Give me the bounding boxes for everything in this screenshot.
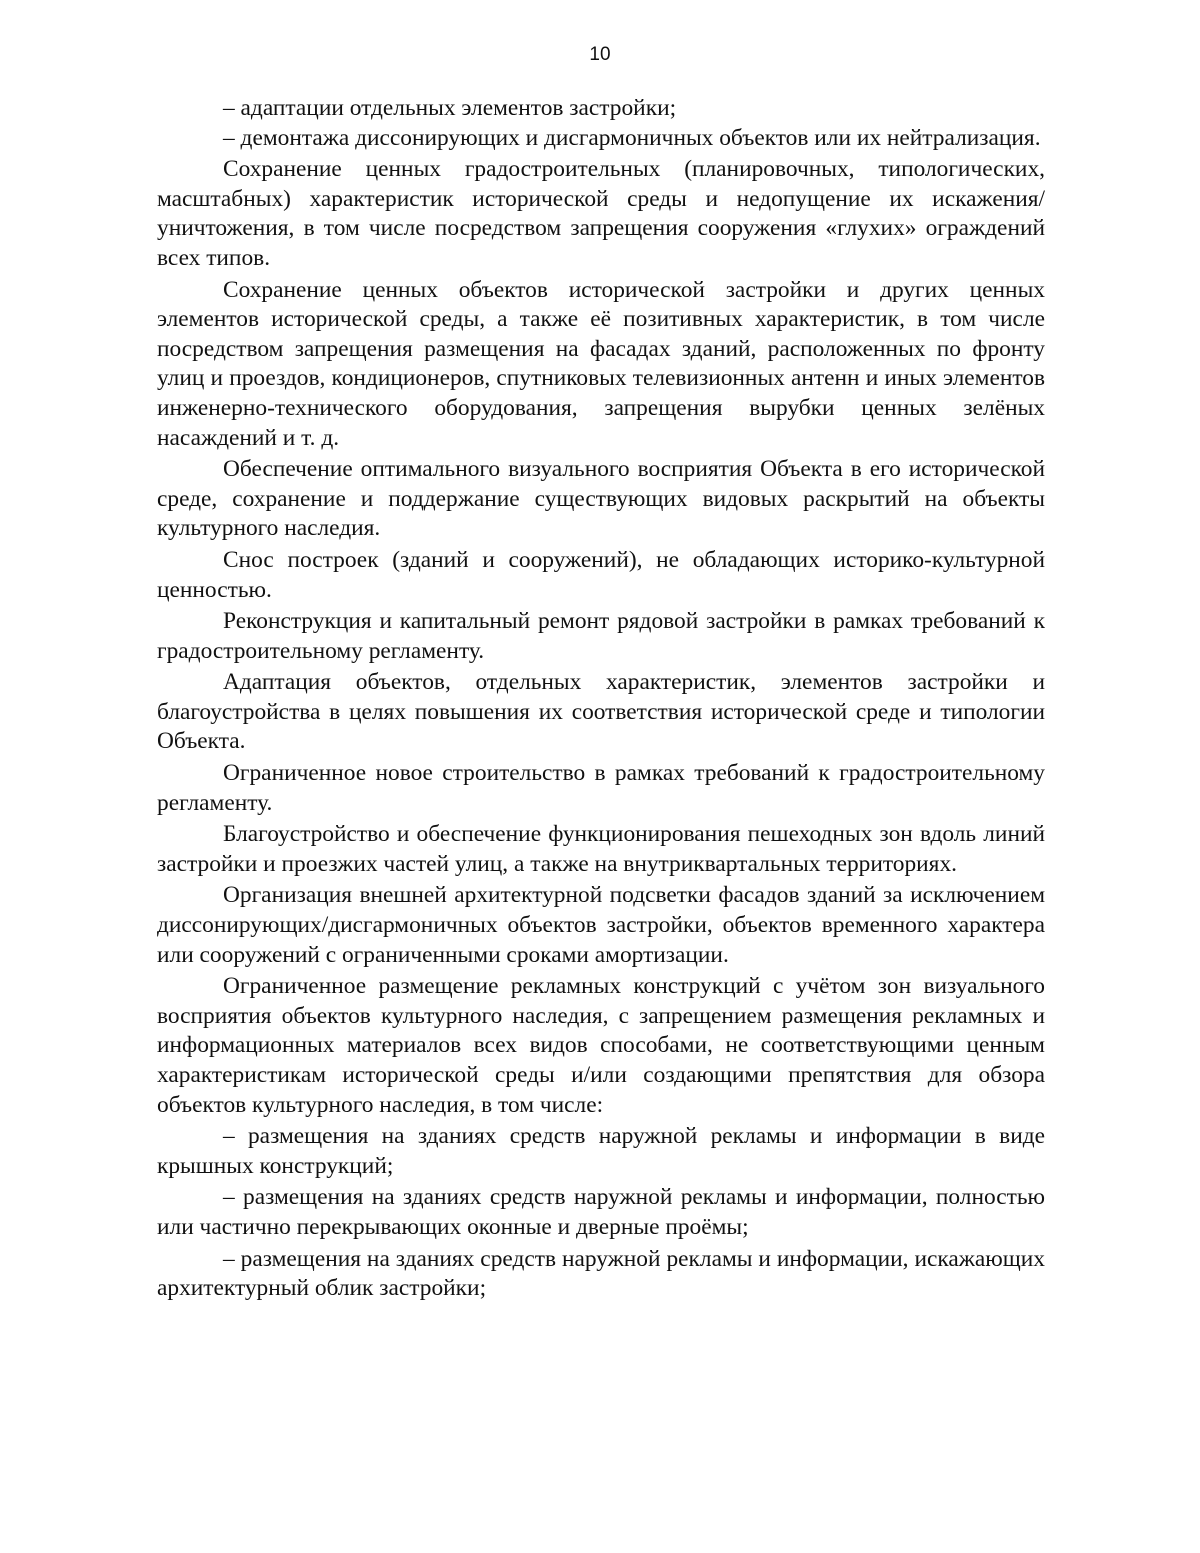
document-body: [157, 94, 1045, 1304]
paragraph-reconstruction: Реконструкция и капитальный ремонт рядовой застройки в рамках требований к градостроительному регламенту.: [157, 608, 1045, 664]
paragraph-ad-roof-item: – размещения на зданиях средств наружной рекламы и информации в виде крышных конструкций;: [157, 1123, 1045, 1179]
paragraph-new-construction: Ограниченное новое строительство в рамках требований к градостроительному регламенту.: [157, 760, 1045, 816]
paragraph-ad-appearance-item: – размещения на зданиях средств наружной рекламы и информации, искажающих архитектурный облик застройки;: [157, 1245, 1045, 1302]
page-number: 10: [589, 44, 611, 65]
paragraph-adaptation-item: – адаптации отдельных элементов застройки;: [223, 95, 677, 121]
paragraph-object-adaptation: Адаптация объектов, отдельных характеристик, элементов застройки и благоустройства в целях повышения их соответствия исторической среде и типологии Объекта.: [157, 669, 1045, 755]
paragraph-urban-characteristics: Сохранение ценных градостроительных (планировочных, типологических, масштабных) характеристик исторической среды и недопущение их искажения/уничтожения, в том числе посредством запрещения сооружения «глухих» ограждений всех типов.: [157, 156, 1045, 271]
paragraph-landscaping: Благоустройство и обеспечение функционирования пешеходных зон вдоль линий застройки и проезжих частей улиц, а также на внутриквартальных территориях.: [157, 821, 1045, 877]
paragraph-facade-lighting: Организация внешней архитектурной подсветки фасадов зданий за исключением диссонирующих/дисгармоничных объектов застройки, объектов временного характера или сооружений с ограниченными сроками амортизации.: [157, 882, 1045, 968]
paragraph-demolition: Снос построек (зданий и сооружений), не обладающих историко-культурной ценностью.: [157, 546, 1045, 603]
paragraph-dismantling-item: – демонтажа диссонирующих и дисгармоничных объектов или их нейтрализация.: [223, 124, 1041, 151]
paragraph-ad-openings-item: – размещения на зданиях средств наружной рекламы и информации, полностью или частично перекрывающих оконные и дверные проёмы;: [157, 1184, 1045, 1240]
paragraph-historic-buildings: Сохранение ценных объектов исторической застройки и других ценных элементов исторической среды, а также её позитивных характеристик, в том числе посредством запрещения размещения на фасадах зданий, расположенных по фронту улиц и проездов, кондиционеров, спутниковых телевизионных антенн и иных элементов инженерно-технического оборудования, запрещения вырубки ценных зелёных насаждений и т. д.: [157, 276, 1045, 451]
paragraph-advertising: Ограниченное размещение рекламных конструкций с учётом зон визуального восприятия объектов культурного наследия, с запрещением размещения рекламных и информационных материалов всех видов способами, не соответствующими ценным характеристикам исторической среды и/или создающими препятствия для обзора объектов культурного наследия, в том числе:: [157, 973, 1045, 1118]
paragraph-visual-perception: Обеспечение оптимального визуального восприятия Объекта в его исторической среде, сохранение и поддержание существующих видовых раскрытий на объекты культурного наследия.: [157, 456, 1045, 542]
